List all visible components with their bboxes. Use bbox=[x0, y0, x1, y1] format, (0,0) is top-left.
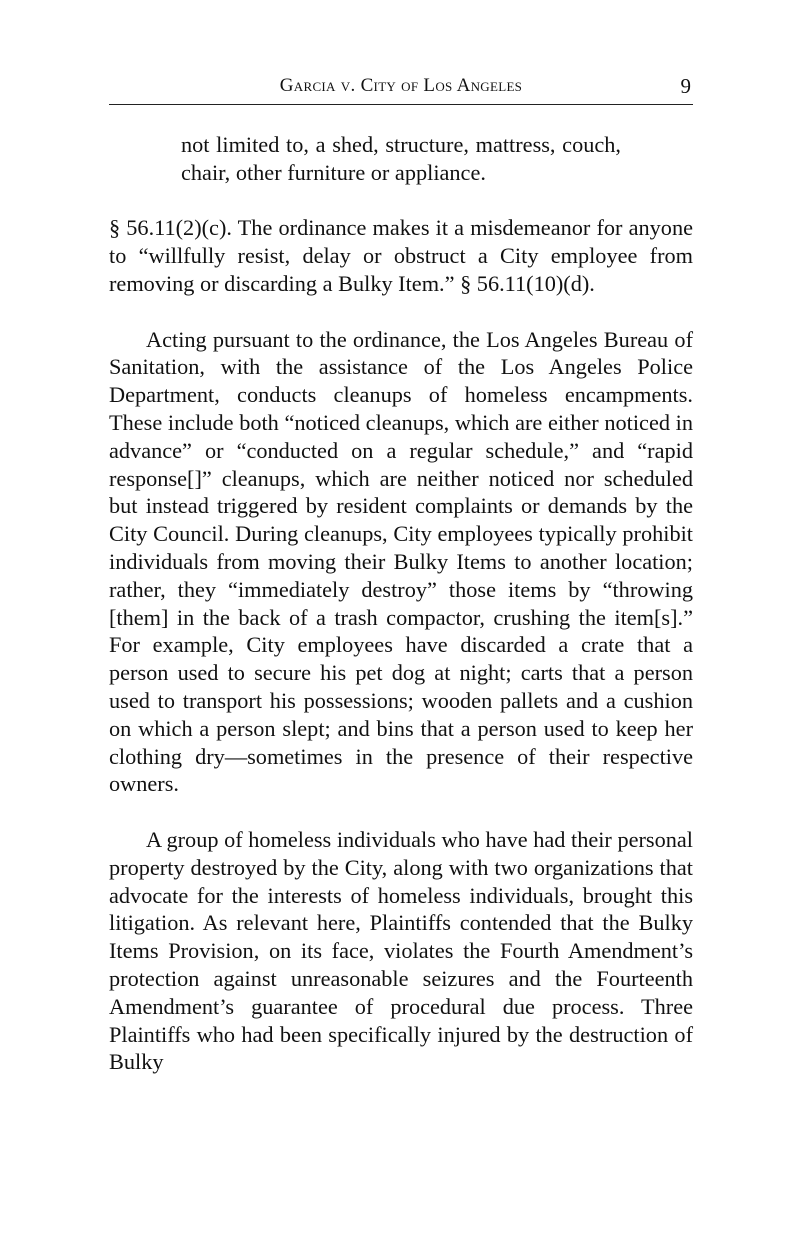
citation-paragraph: § 56.11(2)(c). The ordinance makes it a misdemeanor for anyone to “willfully resist, delay or obstruct a City employee from removing or discarding a Bulky Item.” § 56.11(10)(d). bbox=[109, 215, 693, 296]
running-header bbox=[109, 72, 693, 105]
litigation-paragraph: A group of homeless individuals who have had their personal property destroyed by the City, along with two organizations that advocate for the interests of homeless individuals, brought this litigation. As relevant here, Plaintiffs contended that the Bulky Items Provision, on its face, violates the Fourth Amendment’s protection against unreasonable seizures and the Fourteenth Amendment’s guarantee of procedural due process. Three Plaintiffs who had been specifically injured by the destruction of Bulky bbox=[109, 826, 693, 1075]
cleanup-paragraph: Acting pursuant to the ordinance, the Los Angeles Bureau of Sanitation, with the assistance of the Los Angeles Police Department, conducts cleanups of homeless encampments. These include both “noticed cleanups, which are either noticed in advance” or “conducted on a regular schedule,” and “rapid response[]” cleanups, which are neither noticed nor scheduled but instead triggered by resident complaints or demands by the City Council. During cleanups, City employees typically prohibit individuals from moving their Bulky Items to another location; rather, they “immediately destroy” those items by “throwing [them] in the back of a trash compactor, crushing the item[s].” For example, City employees have discarded a crate that a person used to secure his pet dog at night; carts that a person used to transport his possessions; wooden pallets and a cushion on which a person slept; and bins that a person used to keep her clothing dry—sometimes in the presence of their respective owners. bbox=[109, 326, 693, 797]
block-quote-continuation: not limited to, a shed, structure, mattress, couch, chair, other furniture or appliance. bbox=[181, 132, 621, 185]
page-number: 9 bbox=[680, 74, 691, 98]
opinion-body bbox=[109, 131, 693, 1076]
case-title: Garcia v. City of Los Angeles bbox=[279, 75, 523, 96]
